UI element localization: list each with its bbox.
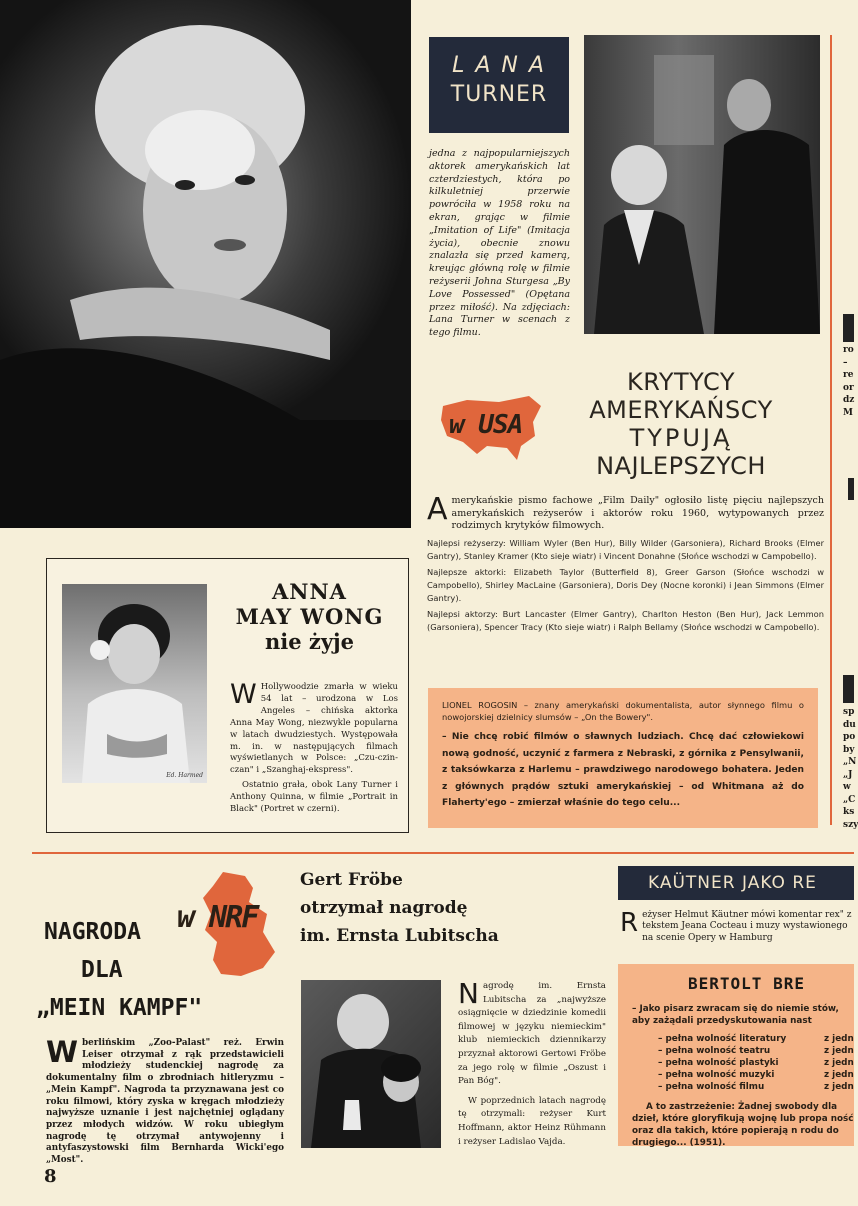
frobe-para-1 [458, 977, 606, 1089]
wong-title-sub: nie żyje [264, 629, 354, 654]
usa-directors: Najlepsi reżyserzy: William Wyler (Ben Hur), Billy Wilder (Garsoniera), Richard Brooks (Elmer Gantry), Stanley Kramer (Kto sieje wiatr) i Vincent Donahne (Słońce wschodzi w Campobello). [427, 537, 824, 561]
brecht-item-text: – pełna wolność teatru [658, 1046, 771, 1056]
gert-frobe-photo [301, 980, 441, 1148]
rogosin-box [428, 688, 818, 828]
usa-badge-text: w USA [449, 410, 523, 440]
brecht-item-right: z jedn [824, 1046, 854, 1056]
frobe-article [458, 977, 606, 1152]
frobe-headline-line1: Gert Fröbe [300, 870, 403, 890]
brecht-item-right: z jedn [824, 1082, 854, 1092]
nrf-badge-text: w NRF [177, 900, 258, 935]
kautner-body: eżyser Helmut Käutner mówi komentar rex" z tekstem Jeana Cocteau i muzy wystawionego na scenie Opery w Hamburg [642, 910, 852, 943]
anna-may-wong-photo [62, 584, 207, 783]
nrf-dropcap: W [46, 1035, 78, 1069]
wong-photo-shapes [62, 584, 207, 783]
edge-line: re [843, 370, 854, 380]
nrf-text: berlińskim „Zoo-Palast" reż. Erwin Leiser otrzymał z rąk przedstawicieli młodzieży studenckiej nagrodę za dokumentalny film o zbrodniach hitleryzmu – „Mein Kampf". Nagroda ta przyznawana jest co roku filmowi, który zyska w kręgach młodzieży najwyższe uznanie i jest najchętniej oglądany przez młodych widzów. W roku ubiegłym nagrodę tę otrzymał antywojenny i antyfaszystowski film Bernharda Wicki'ego „Most". [46, 1038, 284, 1166]
brecht-list-item [632, 1081, 854, 1093]
brecht-box [618, 964, 854, 1146]
rogosin-quote: – Nie chcę robić filmów o sławnych ludziach. Chcę dać człowiekowi nową godność, uczynić z farmera z Nebraski, z górnika z Pensylwanii, z taksówkarza z Harlemu – prawdziwego narodowego bohatera. Jeden z głównych prądów sztuki amerykańskiej – od Whitmana aż do Flaherty'ego – zmierzał właśnie do tego celu... [442, 732, 804, 808]
frobe-headline-line2: otrzymał nagrodę [300, 898, 468, 918]
wong-text-1: Hollywoodzie zmarła w wieku 54 lat – urodzona w Los Angeles – chińska aktorka Anna May Wong, niezwykle popularna w latach dwudziestych. Występowała m. in. w następujących filmach wyświetlanych w Polsce: „Czu-czin-czan" i „Szanghaj-ekspress". [230, 682, 398, 776]
right-divider-line [830, 35, 832, 825]
edge-line: ks [843, 807, 855, 817]
wong-title-first: ANNA [272, 579, 347, 604]
edge-line: by [843, 744, 855, 755]
anna-may-wong-box [46, 558, 409, 833]
usa-actresses: Najlepsze aktorki: Elizabeth Taylor (Butterfield 8), Greer Garson (Słońce wschodzi w Campobello), Shirley MacLaine (Garsoniera), Doris Dey (Nocne koronki) i Jean Simmons (Elmer Gantry). [427, 566, 824, 603]
kautner-text [620, 910, 854, 944]
rogosin-lead: LIONEL ROGOSIN – znany amerykański dokumentalista, autor słynnego filmu o nowojorskiej dzielnicy slumsów – „On the Bowery". [442, 700, 804, 722]
brecht-title: BERTOLT BRE [688, 974, 805, 993]
usa-intro-text: merykańskie pismo fachowe „Film Daily" ogłosiło listę pięciu najlepszych amerykańskich reżyserów i aktorów roku 1960, wytypowanych przez rodzimych krytyków filmowych. [451, 495, 824, 531]
nrf-headline-line1: NAGRODA [44, 919, 141, 945]
kautner-title-bar: KAÜTNER JAKO RE [618, 866, 854, 900]
right-edge-dark-block-3 [843, 675, 854, 703]
edge-line: sp [843, 707, 855, 717]
lana-caption: jedna z najpopularniejszych aktorek amerykańskich lat czterdziestych, która po kilkuletniej przerwie powróciła w 1958 roku na ekran, grając w filmie „Imitation of Life" (Imitacja życia), obecnie znowu znalazła się przed kamerą, kreując główną rolę w filmie reżyserii Johna Sturgesa „By Love Possessed" (Opętana przez miłość). Na zdjęciach: Lana Turner w scenach z tego filmu. [429, 148, 570, 339]
brecht-item-right: z jedn [824, 1034, 854, 1044]
right-edge-text-mid [843, 706, 858, 831]
lana-scene-photo [584, 35, 820, 334]
portrait-shapes [0, 0, 411, 528]
nrf-badge [175, 870, 295, 980]
nrf-headline-line2: DLA [81, 957, 123, 983]
brecht-quote: – Jako pisarz zwracam się do niemie stów, aby zażądali przedyskutowania nast [632, 1004, 839, 1026]
edge-line: „N [843, 757, 857, 767]
frobe-dropcap: N [458, 977, 479, 1010]
nrf-headline-line3: „MEIN KAMPF" [36, 995, 203, 1021]
frobe-para-2: W poprzednich latach nagrodę tę otrzymali: reżyser Kurt Hoffmann, aktor Heinz Rühmann i reżyser Ladislao Vajda. [458, 1095, 606, 1147]
right-edge-text-top [843, 344, 854, 419]
edge-line: du [843, 719, 856, 730]
brecht-item-right: z jedn [824, 1070, 854, 1080]
brecht-item-text: – pełna wolność muzyki [658, 1070, 775, 1080]
brecht-note: A to zastrzeżenie: Żadnej swobody dla dzieł, które gloryfikują wojnę lub propa ność oraz dla takich, które popierają n rodu do drugiego... (1951). [632, 1102, 854, 1148]
usa-badge [437, 388, 545, 464]
edge-line: dz [843, 395, 855, 405]
brecht-item-right: z jedn [824, 1058, 854, 1068]
usa-headline-line: NAJLEPSZYCH [596, 452, 766, 480]
brecht-list-item [632, 1069, 854, 1081]
usa-headline-line: KRYTYCY [626, 368, 736, 396]
brecht-list-item [632, 1045, 854, 1057]
lana-turner-portrait [0, 0, 411, 528]
brecht-list-item [632, 1033, 854, 1045]
edge-line: M [843, 407, 853, 418]
lana-title-first: L A N A [452, 53, 546, 78]
wong-text [230, 679, 398, 819]
wong-para-1 [230, 679, 398, 777]
edge-line: or [843, 382, 854, 393]
frobe-photo-shapes [301, 980, 441, 1148]
brecht-item-text: – pełna wolność literatury [658, 1034, 787, 1044]
brecht-list-item [632, 1057, 854, 1069]
edge-line: – [843, 357, 848, 368]
edge-line: „C [843, 794, 856, 805]
usa-actors: Najlepsi aktorzy: Burt Lancaster (Elmer Gantry), Charlton Heston (Ben Hur), Jack Lemmon (Garsoniera), Spencer Tracy (Kto sieje wiatr) i Ralph Bellamy (Słońce wschodzi w Campobello). [427, 608, 824, 632]
usa-intro [427, 492, 824, 533]
wong-title [222, 579, 397, 654]
edge-line: po [843, 732, 856, 742]
usa-headline-line: TYPUJĄ [629, 424, 733, 452]
wong-title-name: MAY WONG [235, 604, 384, 629]
edge-line: „J [843, 769, 853, 780]
brecht-list [632, 1033, 854, 1093]
lana-title-last: TURNER [450, 82, 548, 107]
frobe-headline-line3: im. Ernsta Lubitscha [300, 926, 499, 946]
edge-line: ro [843, 345, 854, 355]
section-divider [32, 852, 854, 854]
usa-headline-line: AMERYKAŃSCY [589, 396, 773, 424]
lana-title-box [429, 37, 569, 133]
wong-dropcap: W [230, 679, 257, 710]
usa-article [427, 492, 824, 637]
frobe-text-1: agrodę im. Ernsta Lubitscha za „najwyższe osiągnięcie w dziedzinie komedii filmowej w języku niemieckim" klub niemieckich dziennikarzy przyznał aktorowi Gertowi Fröbe za jego rolę w filmie „Oszust i Pan Bóg". [458, 981, 606, 1087]
usa-dropcap: A [427, 492, 448, 527]
wong-para-2: Ostatnio grała, obok Lany Turner i Anthony Quinna, w filmie „Portrait in Black" (Portret w czerni). [230, 780, 398, 815]
kautner-dropcap: R [620, 908, 639, 938]
edge-line: w [843, 782, 851, 792]
page-number: 8 [44, 1166, 57, 1187]
nrf-article [46, 1035, 284, 1167]
edge-line: szy [843, 819, 858, 830]
scene-shapes [584, 35, 820, 334]
wong-photo-signature: Ed. Harmed [166, 772, 203, 779]
frobe-headline [300, 866, 540, 950]
usa-lists [427, 537, 824, 634]
brecht-item-text: – pełna wolność filmu [658, 1082, 765, 1092]
brecht-item-text: – pełna wolność plastyki [658, 1058, 779, 1068]
right-edge-dark-block [843, 314, 854, 342]
right-edge-dark-block-2 [848, 478, 854, 500]
usa-headline [556, 368, 806, 480]
